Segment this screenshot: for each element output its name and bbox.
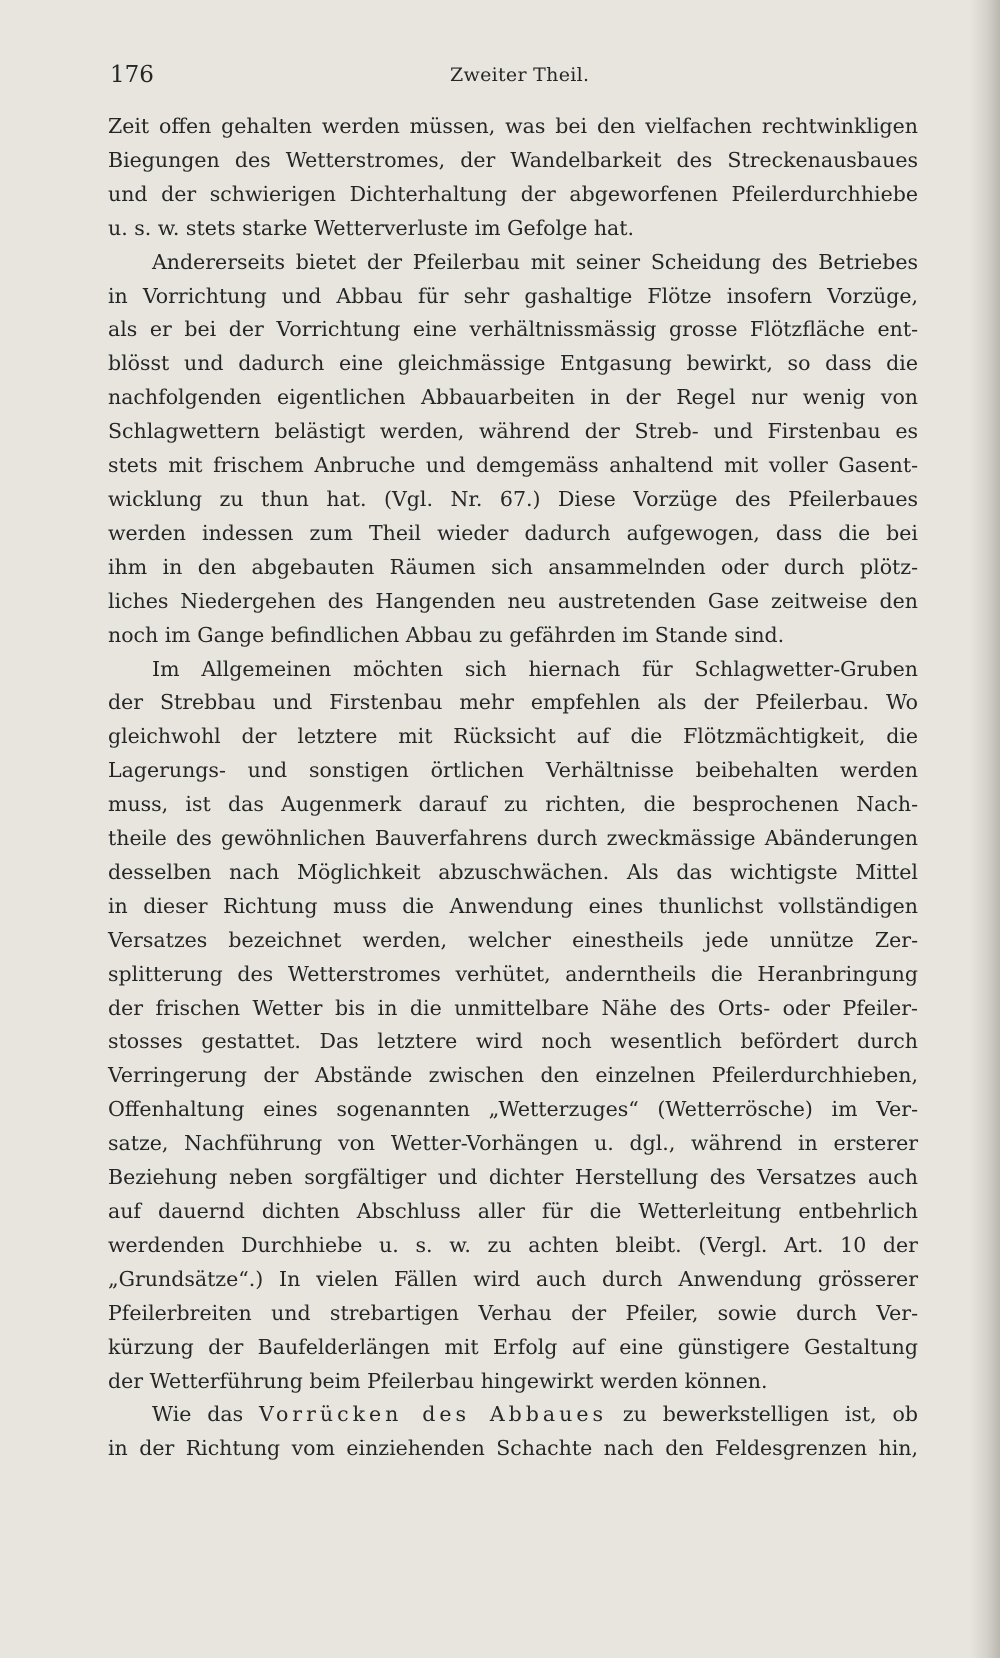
- text-line: Beziehung neben sorgfältiger und dichter Herstellung des Versatzes auch: [108, 1165, 918, 1190]
- paragraph: [108, 110, 918, 246]
- text-line: desselben nach Möglichkeit abzuschwächen. Als das wichtigste Mittel: [108, 859, 918, 884]
- paragraph: [108, 246, 918, 653]
- text-line: auf dauernd dichten Abschluss aller für die Wetterleitung entbehrlich: [108, 1199, 918, 1223]
- text-line: als er bei der Vorrichtung eine verhältnissmässig grosse Flötzfläche ent-: [108, 317, 918, 342]
- text-line: der Wetterführung beim Pfeilerbau hingewirkt werden können.: [108, 1368, 768, 1393]
- text-line: in der Richtung vom einziehenden Schachte nach den Feldesgrenzen hin,: [108, 1436, 918, 1461]
- text-rest: zu bewerkstelligen ist, ob: [607, 1402, 918, 1427]
- text-line: „Grundsätze“.) In vielen Fällen wird auch durch Anwendung grösserer: [108, 1266, 918, 1291]
- paragraphs: [108, 110, 918, 1398]
- text-line: liches Niedergehen des Hangenden neu austretenden Gase zeitweise den: [108, 588, 918, 613]
- text-line: nachfolgenden eigentlichen Abbauarbeiten in der Regel nur wenig von: [108, 385, 918, 410]
- text-line: u. s. w. stets starke Wetterverluste im Gefolge hat.: [108, 215, 635, 240]
- text-line: splitterung des Wetterstromes verhütet, anderntheils die Heranbringung: [108, 961, 918, 986]
- text-line: muss, ist das Augenmerk darauf zu richten, die besprochenen Nach-: [108, 792, 918, 817]
- text-line: gleichwohl der letztere mit Rücksicht auf die Flötzmächtigkeit, die: [108, 724, 918, 749]
- text-line: Lagerungs- und sonstigen örtlichen Verhältnisse beibehalten werden: [108, 758, 918, 783]
- text-line: Verringerung der Abstände zwischen den einzelnen Pfeilerdurchhieben,: [108, 1063, 918, 1088]
- text-line: noch im Gange befindlichen Abbau zu gefährden im Stande sind.: [108, 622, 785, 647]
- text-line: kürzung der Baufelderlängen mit Erfolg auf eine günstigere Gestaltung: [108, 1334, 918, 1359]
- text-line: Offenhaltung eines sogenannten „Wetterzuges“ (Wetterrösche) im Ver-: [108, 1097, 918, 1122]
- text-line: wicklung zu thun hat. (Vgl. Nr. 67.) Diese Vorzüge des Pfeilerbaues: [108, 486, 918, 511]
- spaced-emphasis: Vorrücken des Abbaues: [259, 1402, 607, 1427]
- text-line: und der schwierigen Dichterhaltung der abgeworfenen Pfeilerdurchhiebe: [108, 181, 918, 206]
- text-line: Andererseits bietet der Pfeilerbau mit seiner Scheidung des Betriebes: [152, 249, 918, 274]
- text-line: Pfeilerbreiten und strebartigen Verhau der Pfeiler, sowie durch Ver-: [108, 1300, 918, 1325]
- text-lead: Wie das: [152, 1402, 260, 1427]
- text-line: ihm in den abgebauten Räumen sich ansammelnden oder durch plötz-: [108, 554, 918, 579]
- text-line: satze, Nachführung von Wetter-Vorhängen u. dgl., während in ersterer: [108, 1131, 918, 1156]
- page-header: [110, 62, 910, 96]
- text-line: Im Allgemeinen möchten sich hiernach für Schlagwetter-Gruben: [152, 656, 918, 681]
- paragraph-last: [108, 1398, 918, 1466]
- text-line: blösst und dadurch eine gleichmässige Entgasung bewirkt, so dass die: [108, 351, 918, 376]
- text-line: [108, 1398, 918, 1432]
- text-line: stets mit frischem Anbruche und demgemäss anhaltend mit voller Gasent-: [108, 453, 918, 478]
- text-line: der frischen Wetter bis in die unmittelbare Nähe des Orts- oder Pfeiler-: [108, 995, 918, 1020]
- page-number: 176: [110, 62, 154, 88]
- running-title: Zweiter Theil.: [450, 64, 590, 86]
- text-line: in Vorrichtung und Abbau für sehr gashaltige Flötze insofern Vorzüge,: [108, 283, 918, 308]
- text-line: Schlagwettern belästigt werden, während der Streb- und Firstenbau es: [108, 419, 918, 444]
- text-line: Versatzes bezeichnet werden, welcher einestheils jede unnütze Zer-: [108, 927, 918, 952]
- text-line: werdenden Durchhiebe u. s. w. zu achten bleibt. (Vergl. Art. 10 der: [108, 1232, 918, 1257]
- text-line: werden indessen zum Theil wieder dadurch aufgewogen, dass die bei: [108, 520, 918, 545]
- text-line: stosses gestattet. Das letztere wird noch wesentlich befördert durch: [108, 1029, 918, 1054]
- text-line: der Strebbau und Firstenbau mehr empfehlen als der Pfeilerbau. Wo: [108, 690, 918, 715]
- text-line: theile des gewöhnlichen Bauverfahrens durch zweckmässige Abänderungen: [108, 826, 918, 851]
- body-text: [108, 110, 918, 1466]
- text-line: Zeit offen gehalten werden müssen, was bei den vielfachen rechtwinkligen: [108, 114, 918, 138]
- page-spine-shadow: [970, 0, 1000, 1658]
- paragraph: [108, 653, 918, 1399]
- text-line: Biegungen des Wetterstromes, der Wandelbarkeit des Streckenausbaues: [108, 147, 918, 172]
- text-line: in dieser Richtung muss die Anwendung eines thunlichst vollständigen: [108, 893, 918, 918]
